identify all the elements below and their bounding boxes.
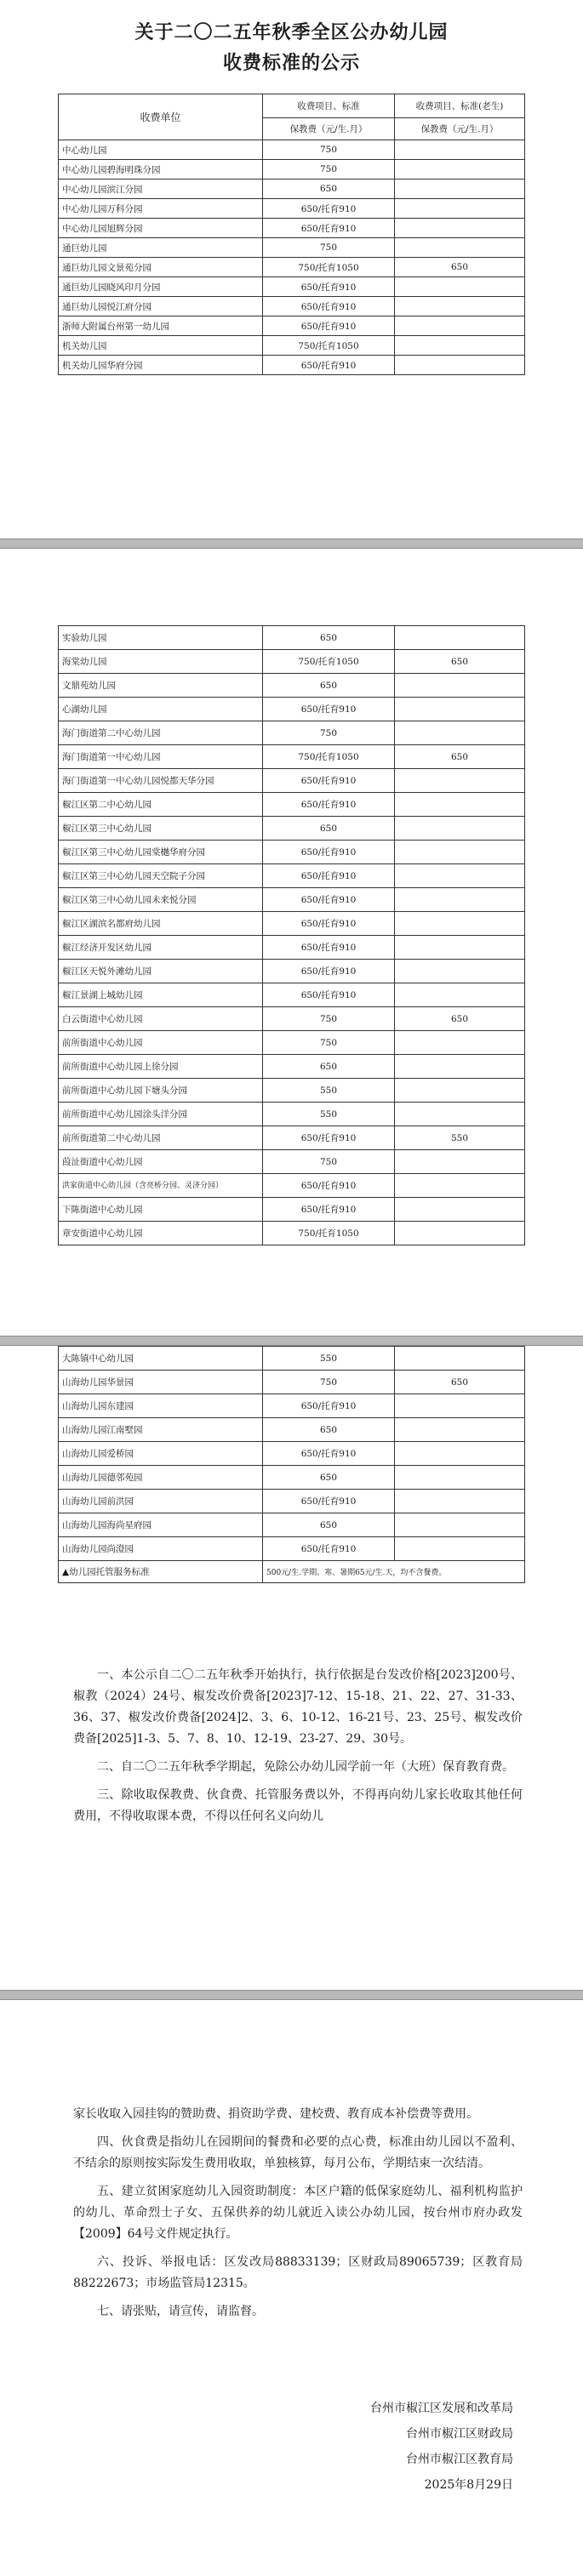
kindergarten-name: 中心幼儿园	[59, 140, 263, 160]
old-student-fee: 650	[395, 650, 525, 674]
fee-value: 650/托育910	[263, 864, 395, 888]
kindergarten-name: 文鼎苑幼儿园	[59, 674, 263, 698]
fee-value: 650/托育910	[263, 960, 395, 983]
old-student-fee	[395, 277, 525, 297]
old-student-fee	[395, 160, 525, 180]
fee-value: 750	[263, 1031, 395, 1055]
kindergarten-name: 前所街道中心幼儿园	[59, 1031, 263, 1055]
service-standard-label: ▲幼儿园托管服务标准	[59, 1561, 263, 1583]
fee-value: 650/托育910	[263, 356, 395, 375]
header-unit: 收费单位	[59, 94, 263, 140]
fee-value: 650/托育910	[263, 1126, 395, 1150]
fee-value: 750/托育1050	[263, 745, 395, 769]
kindergarten-name: 通巨幼儿园	[59, 238, 263, 258]
page-1	[0, 0, 583, 536]
fee-value: 650/托育910	[263, 1198, 395, 1222]
fee-value: 650/托育910	[263, 1537, 395, 1561]
fee-value: 650/托育910	[263, 698, 395, 721]
page-separator	[0, 539, 583, 549]
table-row	[59, 626, 525, 650]
kindergarten-name: 海门街道第二中心幼儿园	[59, 721, 263, 745]
kindergarten-name: 椒江区第二中心幼儿园	[59, 793, 263, 817]
fee-value: 750	[263, 160, 395, 180]
old-student-fee	[395, 674, 525, 698]
kindergarten-name: 椒江区第三中心幼儿园棠樾华府分园	[59, 841, 263, 864]
table-row	[59, 936, 525, 960]
fee-value: 650/托育910	[263, 1394, 395, 1418]
kindergarten-name: 通巨幼儿园晓风印月分园	[59, 277, 263, 297]
table-row	[59, 745, 525, 769]
notice-paragraph: 一、本公示自二〇二五年秋季开始执行，执行依据是台发改价格[2023]200号、椒教（2024）24号、椒发改价费备[2023]7-12、15-18、21、22、27、31-33、36、37、椒发改价费备[2024]2、3、6、10-12、16-21号、23、25号、椒发改价费备[2025]1-3、5、7、8、10、12-19、23-27、29、30号。	[73, 1668, 523, 1746]
old-student-fee	[395, 1466, 525, 1490]
fee-value: 650/托育910	[263, 936, 395, 960]
fee-value: 650	[263, 1513, 395, 1537]
table-row	[59, 721, 525, 745]
kindergarten-name: 下陈街道中心幼儿园	[59, 1198, 263, 1222]
table-row	[59, 841, 525, 864]
table-row	[59, 769, 525, 793]
fee-value: 650/托育910	[263, 219, 395, 238]
table-row	[59, 180, 525, 199]
table-row	[59, 1007, 525, 1031]
old-student-fee: 650	[395, 745, 525, 769]
kindergarten-name: 白云街道中心幼儿园	[59, 1007, 263, 1031]
kindergarten-name: 心湖幼儿园	[59, 698, 263, 721]
signature-agency: 台州市椒江区发展和改革局	[370, 2402, 513, 2415]
old-student-fee: 650	[395, 1007, 525, 1031]
fee-value: 650	[263, 1466, 395, 1490]
fee-value: 650/托育910	[263, 1442, 395, 1466]
old-student-fee	[395, 1079, 525, 1103]
table-row	[59, 793, 525, 817]
old-student-fee	[395, 219, 525, 238]
kindergarten-name: 山海幼儿园华景园	[59, 1371, 263, 1394]
kindergarten-name: 通巨幼儿园文景苑分园	[59, 258, 263, 277]
old-student-fee	[395, 199, 525, 219]
old-student-fee	[395, 841, 525, 864]
fee-value: 650	[263, 180, 395, 199]
old-student-fee	[395, 1418, 525, 1442]
old-student-fee	[395, 180, 525, 199]
old-student-fee	[395, 336, 525, 356]
kindergarten-name: 中心幼儿园旭辉分园	[59, 219, 263, 238]
old-student-fee	[395, 1031, 525, 1055]
kindergarten-name: 章安街道中心幼儿园	[59, 1222, 263, 1245]
fee-value: 650/托育910	[263, 1490, 395, 1513]
table-row	[59, 1394, 525, 1418]
old-student-fee	[395, 1490, 525, 1513]
page-3	[0, 1346, 583, 1990]
page-separator	[0, 1990, 583, 2000]
kindergarten-name: 山海幼儿园德邻苑园	[59, 1466, 263, 1490]
table-row	[59, 199, 525, 219]
old-student-fee	[395, 316, 525, 336]
table-row	[59, 1198, 525, 1222]
page-2	[0, 549, 583, 1336]
old-student-fee	[395, 238, 525, 258]
table-row	[59, 1537, 525, 1561]
notice-paragraph: 二、自二〇二五年秋季学期起，免除公办幼儿园学前一年（大班）保育教育费。	[97, 1760, 514, 1774]
signature-agency: 台州市椒江区教育局	[406, 2453, 513, 2466]
table-row	[59, 238, 525, 258]
table-row	[59, 983, 525, 1007]
table-row	[59, 888, 525, 912]
fee-value: 650	[263, 1418, 395, 1442]
service-standard-row	[59, 1561, 525, 1583]
signature-block	[370, 2396, 513, 2498]
header-old-sub: 保教费（元/生.月）	[395, 118, 525, 140]
old-student-fee	[395, 864, 525, 888]
table-row	[59, 356, 525, 375]
fee-value: 750	[263, 1371, 395, 1394]
old-student-fee	[395, 1198, 525, 1222]
table-row	[59, 817, 525, 841]
old-student-fee	[395, 721, 525, 745]
fee-value: 650/托育910	[263, 199, 395, 219]
fee-value: 750	[263, 1007, 395, 1031]
old-student-fee	[395, 769, 525, 793]
kindergarten-name: 中心幼儿园碧海明珠分园	[59, 160, 263, 180]
old-student-fee	[395, 912, 525, 936]
fee-value: 750	[263, 140, 395, 160]
table-row	[59, 160, 525, 180]
fee-value: 650	[263, 817, 395, 841]
page-separator	[0, 1336, 583, 1346]
old-student-fee	[395, 1150, 525, 1174]
kindergarten-name: 机关幼儿园	[59, 336, 263, 356]
table-row	[59, 1150, 525, 1174]
kindergarten-name: 前所街道中心幼儿园涂头洋分园	[59, 1103, 263, 1126]
fee-value: 650/托育910	[263, 316, 395, 336]
table-row	[59, 1347, 525, 1371]
notice-paragraph: 三、除收取保教费、伙食费、托管服务费以外，不得再向幼儿家长收取其他任何费用，不得收取课本费，不得以任何名义向幼儿	[73, 1788, 523, 1823]
fee-value: 750/托育1050	[263, 1222, 395, 1245]
kindergarten-name: 椒江区第三中心幼儿园天空院子分园	[59, 864, 263, 888]
kindergarten-name: 海门街道第一中心幼儿园	[59, 745, 263, 769]
fee-table-3	[58, 1346, 525, 1583]
fee-table-1	[58, 94, 525, 375]
notice-paragraph: 四、伙食费是指幼儿在园期间的餐费和必要的点心费，标准由幼儿园以不盈利、不结余的原则按实际发生费用收取，单独核算，每月公布，学期结束一次结清。	[73, 2135, 523, 2170]
old-student-fee: 650	[395, 1371, 525, 1394]
fee-value: 750	[263, 721, 395, 745]
fee-value: 650/托育910	[263, 277, 395, 297]
old-student-fee	[395, 793, 525, 817]
table-row	[59, 864, 525, 888]
kindergarten-name: 通巨幼儿园悦江府分园	[59, 297, 263, 316]
table-row	[59, 336, 525, 356]
fee-value: 750	[263, 1150, 395, 1174]
signature-date: 2025年8月29日	[424, 2478, 513, 2492]
kindergarten-name: 中心幼儿园万科分园	[59, 199, 263, 219]
old-student-fee	[395, 356, 525, 375]
header-old: 收费项目、标准(老生)	[395, 94, 525, 118]
kindergarten-name: 椒江景湖上城幼儿园	[59, 983, 263, 1007]
old-student-fee	[395, 1347, 525, 1371]
fee-value: 550	[263, 1347, 395, 1371]
old-student-fee	[395, 698, 525, 721]
old-student-fee	[395, 936, 525, 960]
fee-table-2	[58, 625, 525, 1245]
table-row	[59, 912, 525, 936]
fee-value: 650	[263, 626, 395, 650]
fee-value: 650/托育910	[263, 841, 395, 864]
fee-value: 750/托育1050	[263, 650, 395, 674]
notice-paragraph: 五、建立贫困家庭幼儿入园资助制度：本区户籍的低保家庭幼儿、福利机构监护的幼儿、革命烈士子女、五保供养的幼儿就近入读公办幼儿园，按台州市府办政发【2009】64号文件规定执行。	[73, 2185, 523, 2241]
table-row	[59, 1222, 525, 1245]
kindergarten-name: 葭沚街道中心幼儿园	[59, 1150, 263, 1174]
kindergarten-name: 前所街道中心幼儿园下塘头分园	[59, 1079, 263, 1103]
old-student-fee	[395, 1442, 525, 1466]
fee-value: 650/托育910	[263, 769, 395, 793]
notice-paragraphs-2	[73, 2104, 523, 2329]
table-row	[59, 1055, 525, 1079]
fee-value: 550	[263, 1103, 395, 1126]
table-row	[59, 1418, 525, 1442]
kindergarten-name: 实验幼儿园	[59, 626, 263, 650]
table-row	[59, 1174, 525, 1198]
fee-value: 650	[263, 674, 395, 698]
table-row	[59, 316, 525, 336]
kindergarten-name: 前所街道第二中心幼儿园	[59, 1126, 263, 1150]
document-title-line2: 收费标准的公示	[222, 52, 360, 74]
old-student-fee	[395, 626, 525, 650]
old-student-fee: 650	[395, 258, 525, 277]
table-row	[59, 1513, 525, 1537]
notice-paragraph: 七、请张贴，请宣传，请监督。	[97, 2305, 264, 2318]
kindergarten-name: 山海幼儿园海尚星府园	[59, 1513, 263, 1537]
table-row	[59, 219, 525, 238]
table-row	[59, 1442, 525, 1466]
fee-value: 750/托育1050	[263, 336, 395, 356]
kindergarten-name: 山海幼儿园爱桥园	[59, 1442, 263, 1466]
table-row	[59, 1466, 525, 1490]
table-row	[59, 698, 525, 721]
old-student-fee	[395, 1394, 525, 1418]
notice-paragraph: 六、投诉、举报电话：区发改局88833139；区财政局89065739；区教育局88222673；市场监管局12315。	[73, 2255, 523, 2290]
old-student-fee	[395, 297, 525, 316]
table-row	[59, 258, 525, 277]
old-student-fee	[395, 1222, 525, 1245]
old-student-fee	[395, 888, 525, 912]
document-title-line1: 关于二〇二五年秋季全区公办幼儿园	[134, 21, 449, 43]
old-student-fee: 550	[395, 1126, 525, 1150]
old-student-fee	[395, 1174, 525, 1198]
fee-value: 650/托育910	[263, 1174, 395, 1198]
fee-value: 750	[263, 238, 395, 258]
kindergarten-name: 海门街道第一中心幼儿园悦都天华分园	[59, 769, 263, 793]
service-standard-text: 500元/生.学期。寒、暑期65元/生.天，均不含餐费。	[263, 1561, 525, 1583]
fee-value: 650/托育910	[263, 297, 395, 316]
fee-value: 650/托育910	[263, 793, 395, 817]
kindergarten-name: 山海幼儿园东建园	[59, 1394, 263, 1418]
old-student-fee	[395, 1103, 525, 1126]
kindergarten-name: 山海幼儿园江南墅园	[59, 1418, 263, 1442]
old-student-fee	[395, 1513, 525, 1537]
kindergarten-name: 中心幼儿园滨江分园	[59, 180, 263, 199]
table-row	[59, 1371, 525, 1394]
table-row	[59, 1126, 525, 1150]
old-student-fee	[395, 817, 525, 841]
table-row	[59, 140, 525, 160]
table-row	[59, 1031, 525, 1055]
kindergarten-name: 海棠幼儿园	[59, 650, 263, 674]
notice-paragraph: 家长收取入园挂钩的赞助费、捐资助学费、建校费、教育成本补偿费等费用。	[73, 2107, 478, 2121]
old-student-fee	[395, 1055, 525, 1079]
kindergarten-name: 椒江区第三中心幼儿园	[59, 817, 263, 841]
kindergarten-name: 山海幼儿园尚澄园	[59, 1537, 263, 1561]
notice-paragraphs-1	[73, 1665, 523, 1834]
table-row	[59, 1103, 525, 1126]
table-row	[59, 277, 525, 297]
old-student-fee	[395, 960, 525, 983]
old-student-fee	[395, 983, 525, 1007]
page-4	[0, 2000, 583, 2576]
kindergarten-name: 椒江区天悦外滩幼儿园	[59, 960, 263, 983]
kindergarten-name: 椒江经济开发区幼儿园	[59, 936, 263, 960]
kindergarten-name: 机关幼儿园华府分园	[59, 356, 263, 375]
header-fee-sub: 保教费（元/生.月）	[263, 118, 395, 140]
kindergarten-name: 前所街道中心幼儿园上徐分园	[59, 1055, 263, 1079]
table-row	[59, 650, 525, 674]
signature-agency: 台州市椒江区财政局	[406, 2427, 513, 2441]
kindergarten-name: 椒江区湖滨名都府幼儿园	[59, 912, 263, 936]
fee-value: 650/托育910	[263, 912, 395, 936]
kindergarten-name: 浙师大附属台州第一幼儿园	[59, 316, 263, 336]
fee-value: 550	[263, 1079, 395, 1103]
table-row	[59, 674, 525, 698]
kindergarten-name: 洪家街道中心幼儿园（含亮桥分园、灵济分园）	[59, 1174, 263, 1198]
table-row	[59, 1079, 525, 1103]
table-row	[59, 297, 525, 316]
old-student-fee	[395, 1537, 525, 1561]
table-row	[59, 1490, 525, 1513]
header-fee: 收费项目、标准	[263, 94, 395, 118]
fee-value: 650/托育910	[263, 888, 395, 912]
fee-value: 650	[263, 1055, 395, 1079]
fee-value: 750/托育1050	[263, 258, 395, 277]
kindergarten-name: 山海幼儿园前洪园	[59, 1490, 263, 1513]
kindergarten-name: 大陈镇中心幼儿园	[59, 1347, 263, 1371]
fee-value: 650/托育910	[263, 983, 395, 1007]
table-row	[59, 960, 525, 983]
kindergarten-name: 椒江区第三中心幼儿园未来悦分园	[59, 888, 263, 912]
old-student-fee	[395, 140, 525, 160]
